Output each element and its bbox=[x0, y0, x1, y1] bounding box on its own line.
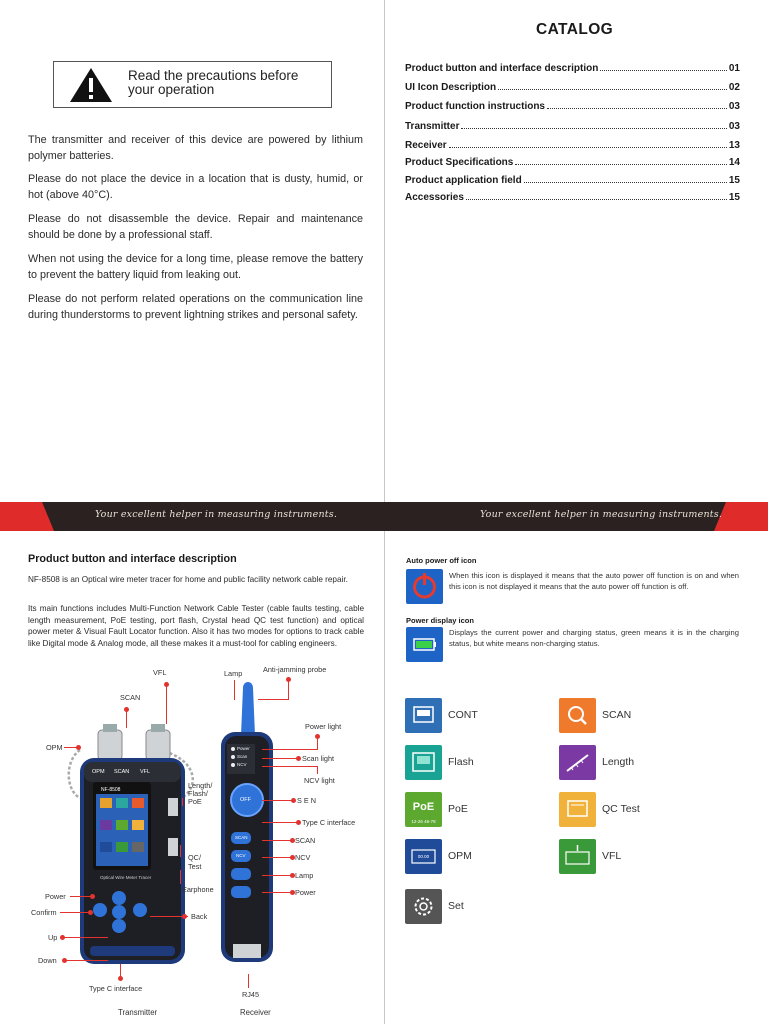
catalog-item-page: 03 bbox=[728, 101, 740, 112]
receiver-led-ncv: NCV bbox=[237, 762, 247, 767]
icon-label-set: Set bbox=[448, 900, 464, 912]
catalog-item-page: 15 bbox=[728, 175, 740, 186]
catalog-leader-dots bbox=[515, 156, 727, 165]
catalog-item[interactable] bbox=[405, 191, 740, 205]
scan-icon bbox=[559, 698, 596, 733]
label-scan: SCAN bbox=[120, 693, 141, 702]
label-ncv-light: NCV light bbox=[304, 776, 335, 785]
label-qc-test: QC/ Test bbox=[188, 853, 202, 871]
opm-icon-subtext: 00.00 bbox=[417, 854, 430, 859]
catalog-item[interactable] bbox=[405, 174, 740, 188]
label-lamp: Lamp bbox=[224, 669, 243, 678]
label-up: Up bbox=[48, 933, 58, 942]
icon-label-length: Length bbox=[602, 756, 635, 768]
catalog-item[interactable] bbox=[405, 81, 740, 95]
label-sen: S E N bbox=[297, 796, 317, 805]
label-down: Down bbox=[38, 956, 57, 965]
catalog-item-label: Product function instructions bbox=[405, 101, 545, 112]
catalog-item-label: UI Icon Description bbox=[405, 82, 497, 93]
transmitter-caption: Transmitter bbox=[118, 1008, 158, 1017]
catalog-item[interactable] bbox=[405, 156, 740, 170]
receiver-device bbox=[213, 680, 283, 980]
catalog-item-page: 03 bbox=[728, 121, 740, 132]
catalog-leader-dots bbox=[524, 174, 727, 183]
catalog-item[interactable] bbox=[405, 120, 740, 134]
label-tx-type-c: Type C interface bbox=[89, 984, 143, 993]
icon-label-qc-test: QC Test bbox=[602, 803, 640, 815]
icon-label-opm: OPM bbox=[448, 850, 472, 862]
receiver-button-scan: SCAN bbox=[235, 835, 248, 840]
warning-paragraph-4: When not using the device for a long time, please remove the battery to prevent the battery liquid from leaking out. bbox=[28, 253, 363, 281]
catalog-item-page: 15 bbox=[728, 192, 740, 203]
transmitter-port-vfl: VFL bbox=[140, 769, 151, 775]
icon-label-cont: CONT bbox=[448, 709, 478, 721]
power-display-icon bbox=[406, 627, 443, 662]
receiver-button-off: OFF bbox=[240, 797, 251, 803]
product-intro: NF-8508 is an Optical wire meter tracer for home and public facility network cable repair. bbox=[28, 575, 348, 584]
catalog-item-page: 13 bbox=[728, 140, 740, 151]
catalog-leader-dots bbox=[449, 139, 727, 148]
label-power-light: Power light bbox=[305, 722, 342, 731]
catalog-leader-dots bbox=[461, 120, 726, 129]
warning-paragraph-2: Please do not place the device in a location that is dusty, humid, or hot (above 40°C). bbox=[28, 173, 363, 201]
banner-slogan-right: Your excellent helper in measuring instruments. bbox=[480, 509, 723, 520]
flash-icon bbox=[405, 745, 442, 780]
label-tx-power: Power bbox=[45, 892, 66, 901]
warning-paragraph-5: Please do not perform related operations on the communication line during thunderstorms to prevent lightning strikes and personal safety. bbox=[28, 293, 363, 321]
warning-box bbox=[53, 61, 332, 108]
power-display-desc: Displays the current power and charging status, green means it is in the charging status, but white means non-charging status. bbox=[449, 628, 739, 648]
label-vfl: VFL bbox=[153, 668, 167, 677]
auto-power-off-desc: When this icon is displayed it means that the auto power off function is on and when this icon is not displayed it means that the auto power off function is off. bbox=[449, 571, 739, 591]
label-rx-ncv: NCV bbox=[295, 853, 311, 862]
catalog-item-label: Product application field bbox=[405, 175, 522, 186]
icon-label-vfl: VFL bbox=[602, 850, 622, 862]
transmitter-device bbox=[60, 720, 195, 970]
catalog-leader-dots bbox=[466, 191, 727, 200]
receiver-button-ncv: NCV bbox=[236, 853, 246, 858]
catalog-leader-dots bbox=[498, 81, 727, 90]
transmitter-port-scan: SCAN bbox=[114, 769, 130, 775]
page-divider-bottom bbox=[384, 531, 385, 1024]
label-rx-lamp: Lamp bbox=[295, 871, 314, 880]
catalog-leader-dots bbox=[547, 100, 727, 109]
auto-power-off-icon bbox=[406, 569, 443, 604]
catalog-leader-dots bbox=[600, 62, 727, 71]
receiver-caption: Receiver bbox=[240, 1008, 271, 1017]
transmitter-bottom-text: Optical Wire Meter Tracer bbox=[100, 875, 152, 880]
warning-paragraph-3: Please do not disassemble the device. Repair and maintenance should be done by a professional staff. bbox=[28, 213, 363, 241]
opm-icon bbox=[405, 839, 442, 874]
catalog-item-label: Accessories bbox=[405, 192, 464, 203]
qc-test-icon bbox=[559, 792, 596, 827]
poe-icon bbox=[405, 792, 442, 827]
label-length-flash-poe: Length/ Flash/ PoE bbox=[188, 781, 213, 806]
label-scan-light: Scan light bbox=[302, 754, 335, 763]
poe-icon-subtext: 12-26 46-78 bbox=[411, 819, 436, 824]
label-confirm: Confirm bbox=[31, 908, 57, 917]
label-rj45: RJ45 bbox=[242, 990, 260, 999]
icon-label-flash: Flash bbox=[448, 756, 474, 768]
length-icon bbox=[559, 745, 596, 780]
warning-paragraph-1: The transmitter and receiver of this device are powered by lithium polymer batteries. bbox=[28, 134, 363, 162]
catalog-item-page: 01 bbox=[728, 63, 740, 74]
catalog-item-page: 14 bbox=[728, 157, 740, 168]
transmitter-model: NF-8508 bbox=[101, 787, 121, 793]
product-section-title: Product button and interface description bbox=[28, 553, 237, 565]
catalog-item[interactable] bbox=[405, 100, 740, 114]
catalog-item[interactable] bbox=[405, 139, 740, 153]
receiver-led-power: Power bbox=[237, 746, 250, 751]
label-anti-jamming: Anti-jamming probe bbox=[263, 665, 327, 674]
label-rx-type-c: Type C interface bbox=[302, 818, 356, 827]
label-rx-scan: SCAN bbox=[295, 836, 316, 845]
product-functions: Its main functions includes Multi-Function Network Cable Tester (cable faults testing, cable length measurement, PoE testing, port flash, Crystal head QC test function) and optical power meter & Visual Fault Locator function. Also it has two modes for options to track cable like Digital mode & Analog mode, all these makes it a must-tool for cabling engineers. bbox=[28, 604, 364, 648]
catalog-item-page: 02 bbox=[728, 82, 740, 93]
power-display-title: Power display icon bbox=[406, 616, 474, 625]
catalog-item[interactable] bbox=[405, 62, 740, 76]
svg-text:PoE: PoE bbox=[412, 801, 435, 813]
catalog-item-label: Transmitter bbox=[405, 121, 460, 132]
label-back: Back bbox=[191, 912, 208, 921]
catalog-item-label: Product Specifications bbox=[405, 157, 514, 168]
page-divider-top bbox=[384, 0, 385, 502]
transmitter-port-opm: OPM bbox=[92, 769, 105, 775]
catalog-title: CATALOG bbox=[536, 21, 614, 38]
auto-power-off-title: Auto power off icon bbox=[406, 556, 477, 565]
cont-icon bbox=[405, 698, 442, 733]
icon-label-poe: PoE bbox=[448, 803, 468, 815]
warning-title: Read the precautions before your operation bbox=[128, 68, 299, 97]
label-earphone: Earphone bbox=[182, 885, 214, 894]
receiver-led-scan: Scan bbox=[237, 754, 248, 759]
banner-accent-left bbox=[30, 502, 54, 531]
label-opm: OPM bbox=[46, 743, 63, 752]
catalog-item-label: Receiver bbox=[405, 140, 447, 151]
catalog-item-label: Product button and interface description bbox=[405, 63, 599, 74]
warning-icon bbox=[69, 67, 113, 103]
vfl-icon bbox=[559, 839, 596, 874]
label-rx-power: Power bbox=[295, 888, 316, 897]
banner-slogan-left: Your excellent helper in measuring instruments. bbox=[95, 509, 338, 520]
set-icon bbox=[405, 889, 442, 924]
icon-label-scan: SCAN bbox=[602, 709, 632, 721]
